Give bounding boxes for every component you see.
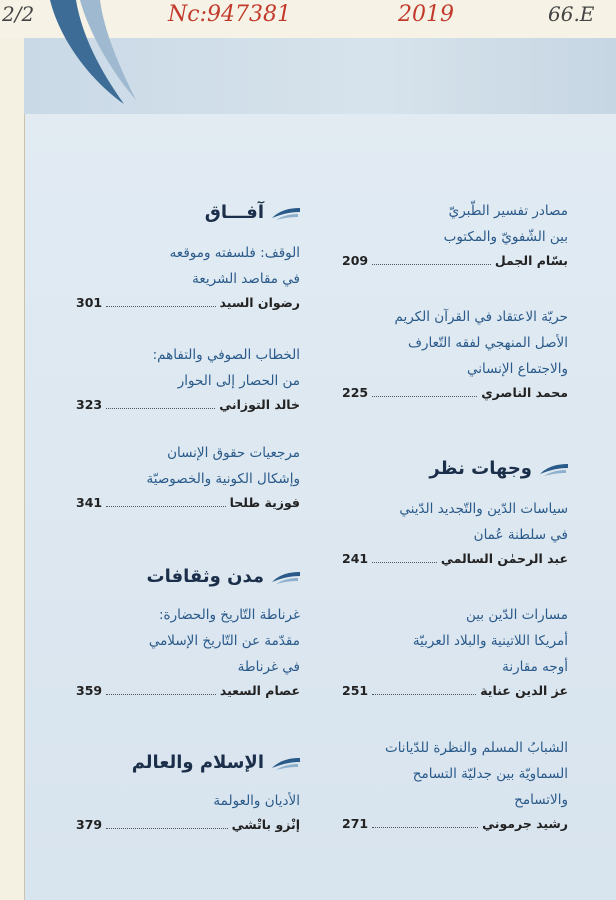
dot-leader xyxy=(106,408,215,409)
author-row xyxy=(342,250,568,272)
dot-leader xyxy=(372,396,477,397)
entry-title-line: الشبابُ المسلم والنظرة للدّيانات xyxy=(384,740,568,756)
entry-title-line: غرناطة التّاريخ والحضارة: xyxy=(158,607,300,623)
entry-title-line: الخطاب الصوفي والتفاهم: xyxy=(152,347,300,363)
swoosh-icon xyxy=(270,206,300,220)
entry-title-line: مرجعيات حقوق الإنسان xyxy=(167,445,300,461)
author-row xyxy=(76,492,300,514)
entry-title-line: وإشكال الكونية والخصوصيّة xyxy=(146,471,300,487)
author-row xyxy=(342,548,568,570)
section-heading-islam-world xyxy=(132,752,300,773)
page-number: 241 xyxy=(342,551,369,566)
handwritten-note-left: 2/2 xyxy=(2,2,35,26)
entry-title-line: الأديان والعولمة xyxy=(213,793,300,809)
entry-title-line: حريّة الاعتقاد في القرآن الكريم xyxy=(394,309,568,325)
page-number: 341 xyxy=(76,495,103,510)
author-name: بسّام الجمل xyxy=(494,253,568,268)
dot-leader xyxy=(106,306,215,307)
entry-title-line: بين الشّفويّ والمكتوب xyxy=(443,229,568,245)
section-title: الإسلام والعالم xyxy=(131,752,264,773)
entry-title-line: والاتسامح xyxy=(514,792,568,808)
section-title: آفـــاق xyxy=(204,202,264,223)
toc-entry[interactable] xyxy=(76,240,300,314)
toc-entry[interactable] xyxy=(76,342,300,416)
entry-title-line: مصادر تفسير الطّبريّ xyxy=(448,203,568,219)
author-row xyxy=(342,813,568,835)
author-row xyxy=(76,814,300,836)
author-name: رشيد جرموني xyxy=(482,816,568,831)
entry-title-line: مسارات الدّين بين xyxy=(465,607,568,623)
author-name: فوزية طلحا xyxy=(229,495,300,510)
author-name: رضوان السيد xyxy=(219,295,300,310)
page-number: 323 xyxy=(76,397,103,412)
entry-title-line: والاجتماع الإنساني xyxy=(466,361,568,377)
entry-title-line: السماويّة بين جدليّة التسامح xyxy=(412,766,568,782)
page-number: 301 xyxy=(76,295,103,310)
section-heading-cities-cultures xyxy=(147,566,300,587)
page-number: 359 xyxy=(76,683,103,698)
entry-title-line: في سلطنة عُمان xyxy=(473,527,568,543)
author-row xyxy=(76,680,300,702)
toc-entry[interactable] xyxy=(342,304,568,404)
entry-title-line: في غرناطة xyxy=(237,659,300,675)
entry-title-line: الوقف: فلسفته وموقعه xyxy=(169,245,300,261)
dot-leader xyxy=(372,827,478,828)
entry-title-line: الأصل المنهجي لفقه التّعارف xyxy=(407,335,568,351)
page-number: 271 xyxy=(342,816,369,831)
author-row xyxy=(76,394,300,416)
section-heading-horizons xyxy=(205,202,300,223)
entry-title-line: أمريكا اللاتينية والبلاد العربيّة xyxy=(412,633,568,649)
swoosh-icon xyxy=(270,756,300,770)
toc-entry[interactable] xyxy=(76,440,300,514)
page-number: 379 xyxy=(76,817,103,832)
toc-entry[interactable] xyxy=(342,198,568,272)
entry-title-line: من الحصار إلى الحوار xyxy=(177,373,300,389)
header-swoosh-icon xyxy=(40,0,150,110)
paper-edge xyxy=(0,0,25,900)
toc-entry[interactable] xyxy=(342,602,568,702)
author-name: محمد الناصري xyxy=(481,385,568,400)
entry-title-line: سياسات الدّين والتّجديد الدّيني xyxy=(399,501,568,517)
toc-entry[interactable] xyxy=(76,602,300,702)
entry-title-line: في مقاصد الشريعة xyxy=(192,271,300,287)
toc-entry[interactable] xyxy=(76,788,300,836)
author-name: عبد الرحمٰن السالمي xyxy=(440,551,568,566)
page-number: 225 xyxy=(342,385,369,400)
toc-entry[interactable] xyxy=(342,496,568,570)
dot-leader xyxy=(372,264,491,265)
dot-leader xyxy=(372,562,437,563)
author-row xyxy=(76,292,300,314)
handwritten-record-number: Nc:947381 xyxy=(168,2,291,27)
entry-title-line: مقدّمة عن التّاريخ الإسلامي xyxy=(148,633,300,649)
dot-leader xyxy=(106,506,225,507)
handwritten-year: 2019 xyxy=(398,2,454,27)
swoosh-icon xyxy=(538,462,568,476)
dot-leader xyxy=(106,694,216,695)
author-name: عز الدين عناية xyxy=(480,683,568,698)
page-number: 251 xyxy=(342,683,369,698)
section-heading-viewpoints xyxy=(429,458,568,479)
author-name: خالد التوزاني xyxy=(219,397,300,412)
section-title: مدن وثقافات xyxy=(146,566,264,587)
entry-title-line: أوجه مقارنة xyxy=(502,659,568,675)
dot-leader xyxy=(372,694,476,695)
toc-entry[interactable] xyxy=(342,735,568,835)
author-row xyxy=(342,382,568,404)
author-row xyxy=(342,680,568,702)
author-name: عصام السعيد xyxy=(219,683,300,698)
handwritten-code: 66.E xyxy=(548,2,595,26)
dot-leader xyxy=(106,828,228,829)
section-title: وجهات نظر xyxy=(429,458,532,479)
swoosh-icon xyxy=(270,570,300,584)
author-name: إنْزو باتْشي xyxy=(231,817,300,832)
page-number: 209 xyxy=(342,253,369,268)
